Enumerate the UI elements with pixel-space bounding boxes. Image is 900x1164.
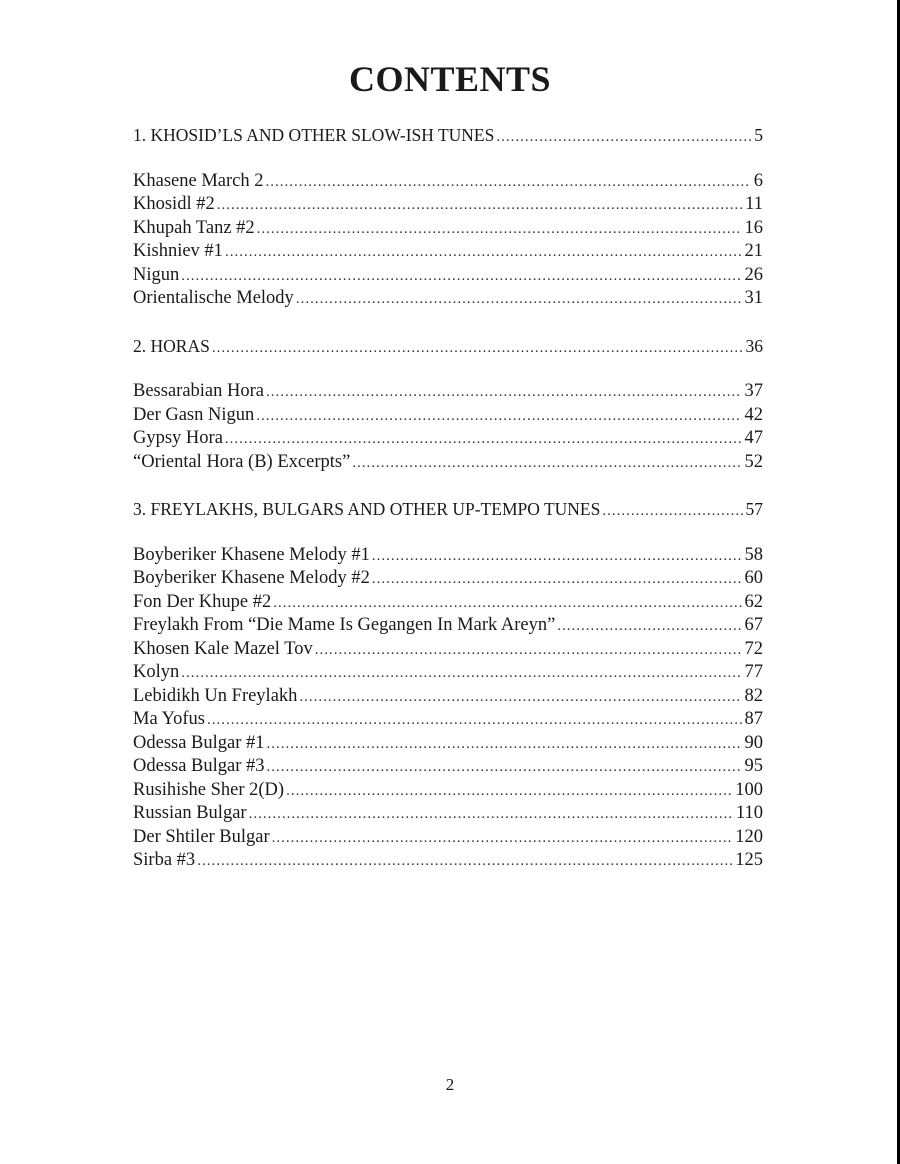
toc-entry[interactable] [133,638,763,662]
toc-entry[interactable] [133,240,763,264]
dot-leader [273,592,741,616]
toc-entry-label: Fon Der Khupe #2 [133,591,272,612]
dot-leader [249,803,733,827]
toc-entry-page: 72 [744,638,763,659]
dot-leader [352,452,741,476]
toc-entry[interactable] [133,287,763,311]
toc-entry[interactable] [133,544,763,568]
toc-entry[interactable] [133,849,763,873]
toc-entry-page: 6 [753,170,763,191]
toc-entry[interactable] [133,685,763,709]
toc-entry[interactable] [133,427,763,451]
dot-leader [266,381,742,405]
dot-leader [225,241,742,265]
toc-entry-page: 37 [744,381,763,401]
section-heading-page: 57 [745,499,763,519]
dot-leader [267,733,742,757]
toc-entry-label: Khosidl #2 [133,194,215,214]
dot-leader [265,171,750,195]
toc-entry-label: Odessa Bulgar #1 [133,732,265,753]
toc-entry[interactable] [133,217,763,241]
section-heading-label: 2. HORAS [133,335,210,356]
toc-entry-page: 82 [744,685,763,706]
dot-leader [181,265,741,289]
toc-entry[interactable] [133,170,763,194]
toc-entry-page: 87 [744,709,763,729]
toc-entry-page: 58 [744,544,763,565]
dot-leader [267,756,742,780]
toc-entry[interactable] [133,614,763,638]
toc-entry-label: Kishniev #1 [133,241,223,261]
toc-entry-page: 26 [744,264,763,285]
dot-leader [286,780,732,804]
dot-leader [272,827,733,851]
toc-entry-label: Gypsy Hora [133,428,223,448]
toc-entry[interactable] [133,779,763,803]
dot-leader [212,337,743,361]
section-heading-label: 1. KHOSID’LS AND OTHER SLOW-ISH TUNES [133,125,495,145]
toc-entry-label: Khosen Kale Mazel Tov [133,638,313,659]
dot-leader [207,709,742,733]
toc-entry-page: 11 [745,194,763,214]
table-of-contents [133,124,763,897]
toc-entry[interactable] [133,755,763,779]
toc-entry-page: 31 [744,288,763,308]
toc-entry[interactable] [133,661,763,685]
toc-entry[interactable] [133,591,763,615]
toc-entry-label: Der Gasn Nigun [133,404,255,425]
dot-leader [257,218,742,242]
toc-entry-label: Odessa Bulgar #3 [133,756,265,776]
toc-entry-label: Khasene March 2 [133,170,264,191]
toc-entry-page: 62 [744,591,763,612]
dot-leader [496,126,751,150]
section-heading-page: 36 [745,335,763,356]
toc-entry-label: Bessarabian Hora [133,381,264,401]
toc-entry-label: Kolyn [133,662,180,682]
page-title: CONTENTS [348,59,552,99]
toc-entry-label: Rusihishe Sher 2(D) [133,779,285,800]
toc-entry-page: 16 [744,217,763,238]
toc-section-1 [133,124,763,311]
toc-entry-label: Nigun [133,264,180,285]
dot-leader [197,850,732,874]
toc-entry[interactable] [133,451,763,475]
dot-leader [256,405,741,429]
dot-leader [181,662,741,686]
dot-leader [296,288,742,312]
toc-entry-label: Lebidikh Un Freylakh [133,685,298,706]
toc-entry-page: 67 [744,615,763,635]
toc-entry-label: Der Shtiler Bulgar [133,826,270,847]
toc-entry-page: 95 [744,756,763,776]
toc-entry-label: Sirba #3 [133,850,196,870]
dot-leader [372,568,742,592]
toc-entry[interactable] [133,708,763,732]
toc-entry-page: 110 [735,803,763,823]
dot-leader [372,545,742,569]
toc-entry[interactable] [133,193,763,217]
page-number: 2 [445,1075,455,1094]
toc-entry-page: 47 [744,428,763,448]
toc-entry-page: 77 [744,662,763,682]
section-heading[interactable] [133,335,763,359]
toc-entry-page: 21 [744,241,763,261]
section-heading[interactable] [133,124,763,148]
toc-entry-label: Freylakh From “Die Mame Is Gegangen In Mark Areyn” [133,615,556,635]
toc-entry[interactable] [133,732,763,756]
toc-entry[interactable] [133,264,763,288]
toc-entry-page: 90 [744,732,763,753]
toc-entry-page: 42 [744,404,763,425]
toc-section-3 [133,498,763,873]
toc-entry[interactable] [133,826,763,850]
toc-entry-label: “Oriental Hora (B) Excerpts” [133,451,351,472]
dot-leader [299,686,741,710]
toc-entry-label: Boyberiker Khasene Melody #2 [133,568,370,588]
toc-entry-label: Khupah Tanz #2 [133,217,255,238]
section-heading[interactable] [133,498,763,522]
section-heading-page: 5 [754,125,763,145]
dot-leader [602,500,742,524]
toc-entry[interactable] [133,380,763,404]
dot-leader [557,615,741,639]
toc-entry-page: 120 [735,826,763,847]
toc-entry-page: 100 [735,779,763,800]
dot-leader [217,194,742,218]
section-heading-label: 3. FREYLAKHS, BULGARS AND OTHER UP-TEMPO TUNES [133,499,601,519]
toc-entry-page: 125 [735,850,763,870]
toc-entry[interactable] [133,567,763,591]
toc-entry-label: Orientalische Melody [133,288,294,308]
toc-entry-label: Ma Yofus [133,709,205,729]
toc-entry[interactable] [133,802,763,826]
toc-section-2 [133,335,763,475]
dot-leader [225,428,742,452]
toc-entry-page: 52 [744,451,763,472]
toc-entry[interactable] [133,404,763,428]
dot-leader [315,639,742,663]
toc-entry-page: 60 [744,568,763,588]
toc-entry-label: Boyberiker Khasene Melody #1 [133,544,370,565]
toc-entry-label: Russian Bulgar [133,803,247,823]
